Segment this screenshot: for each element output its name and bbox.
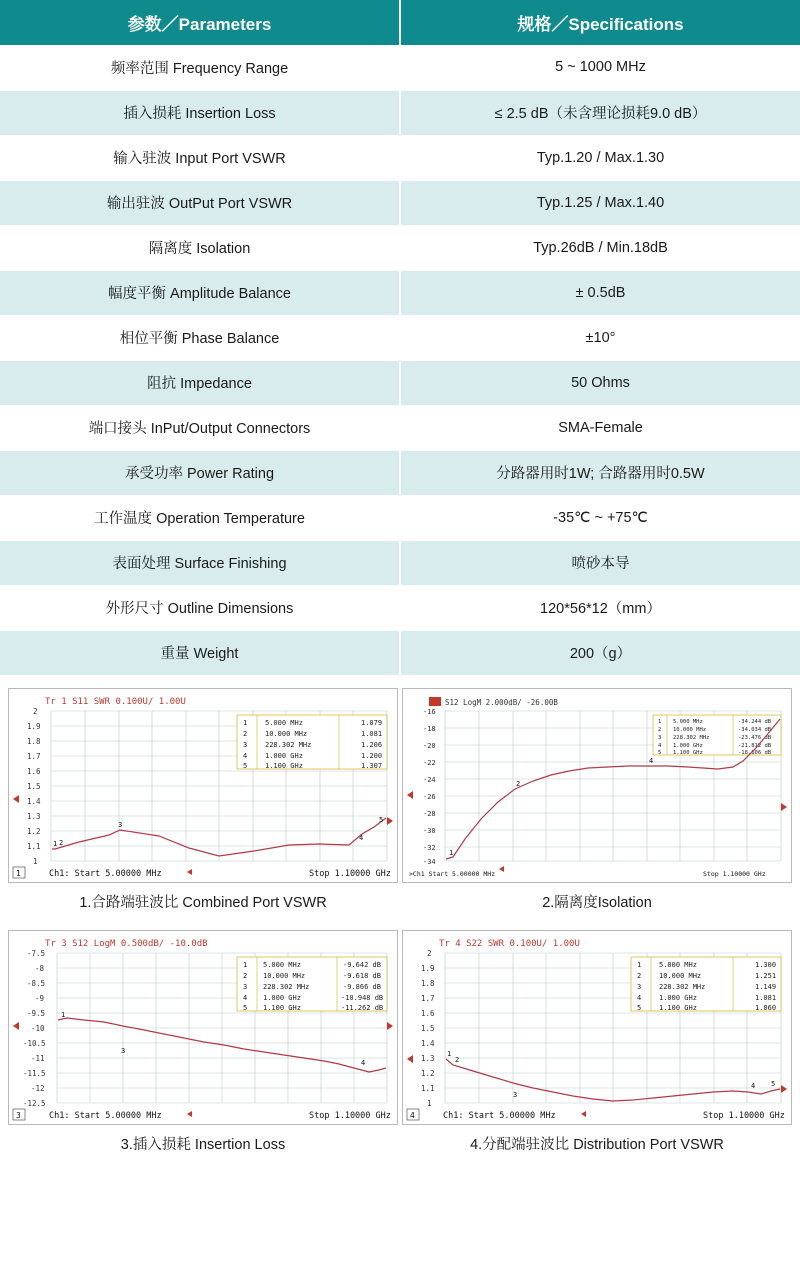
cell-specification: 200（g） [400,630,800,675]
chart-cell-1 [8,688,398,930]
svg-text:-18.606 dB: -18.606 dB [738,749,772,756]
svg-text:1.6: 1.6 [27,766,41,776]
svg-text:3: 3 [637,982,642,991]
svg-text:2: 2 [243,971,248,980]
svg-text:4: 4 [637,993,642,1002]
table-row [0,360,800,405]
svg-text:1.4: 1.4 [27,796,41,806]
svg-text:1.8: 1.8 [27,736,41,746]
chart-2-footer-left: >Ch1 Start 5.00000 MHz [409,869,496,878]
cell-parameter: 工作温度 Operation Temperature [0,495,400,540]
svg-text:5: 5 [379,815,384,824]
svg-text:-22: -22 [423,758,436,767]
svg-text:-11.5: -11.5 [23,1068,46,1078]
svg-text:1.100 GHz: 1.100 GHz [673,749,703,756]
svg-text:1.7: 1.7 [27,751,41,761]
svg-text:1: 1 [637,960,642,969]
svg-text:-10.5: -10.5 [23,1038,46,1048]
svg-text:5: 5 [243,1003,248,1012]
chart-1-trace-label: Tr 1 S11 SWR 0.100U/ 1.00U [45,696,186,707]
table-row [0,495,800,540]
svg-text:1.3: 1.3 [27,811,41,821]
svg-text:1.000 GHz: 1.000 GHz [265,751,303,760]
table-row [0,135,800,180]
svg-text:-26: -26 [423,792,436,801]
svg-text:-16: -16 [423,707,436,716]
cell-specification: ≤ 2.5 dB（未含理论损耗9.0 dB） [400,90,800,135]
svg-text:-9.618 dB: -9.618 dB [343,971,381,980]
svg-text:2: 2 [59,838,64,847]
chart-3-insertion-loss [8,930,398,1125]
chart-1-footer-right: Stop 1.10000 GHz [309,868,391,879]
charts-section [0,676,800,1182]
cell-parameter: 表面处理 Surface Finishing [0,540,400,585]
chart-2-svg [403,689,791,882]
chart-4-footer-right: Stop 1.10000 GHz [703,1110,785,1121]
chart-1-channel-badge: 1 [16,868,21,878]
table-row [0,270,800,315]
chart-4-channel-badge: 4 [410,1110,415,1120]
chart-cell-4 [402,930,792,1172]
chart-4-trace-label: Tr 4 S22 SWR 0.100U/ 1.00U [439,938,580,949]
svg-text:1.1: 1.1 [421,1083,435,1093]
chart-1-svg [9,689,397,882]
svg-text:1: 1 [427,1098,432,1108]
svg-text:-28: -28 [423,809,436,818]
svg-text:-30: -30 [423,826,436,835]
svg-text:-21.812 dB: -21.812 dB [738,742,772,749]
svg-text:3: 3 [243,740,248,749]
table-row [0,225,800,270]
svg-text:1.2: 1.2 [421,1068,435,1078]
cell-specification: Typ.1.25 / Max.1.40 [400,180,800,225]
svg-text:-23.476 dB: -23.476 dB [738,734,772,741]
table-row [0,450,800,495]
svg-text:-11: -11 [31,1053,45,1063]
svg-text:1.7: 1.7 [421,993,435,1003]
svg-text:-9.642 dB: -9.642 dB [343,960,381,969]
cell-specification: 分路器用时1W; 合路器用时0.5W [400,450,800,495]
svg-text:5.000 MHz: 5.000 MHz [263,960,301,969]
svg-text:4: 4 [243,751,248,760]
svg-text:2: 2 [33,706,38,716]
svg-text:4: 4 [243,993,248,1002]
table-row [0,630,800,675]
svg-text:5: 5 [243,761,248,770]
svg-text:10.000 MHz: 10.000 MHz [673,726,707,733]
svg-text:1.9: 1.9 [421,963,435,973]
chart-cell-3 [8,930,398,1172]
cell-specification: -35℃ ~ +75℃ [400,495,800,540]
svg-text:-8.5: -8.5 [27,978,46,988]
chart-1-caption: 1.合路端驻波比 Combined Port VSWR [79,894,327,911]
svg-text:-9: -9 [35,993,45,1003]
svg-text:1.4: 1.4 [421,1038,435,1048]
svg-text:-9.866 dB: -9.866 dB [343,982,381,991]
svg-text:1.100 GHz: 1.100 GHz [263,1003,301,1012]
chart-2-caption: 2.隔离度Isolation [542,894,652,911]
svg-text:2: 2 [243,729,248,738]
svg-text:1: 1 [61,1010,66,1019]
svg-text:-24: -24 [423,775,436,784]
chart-1-marker-table [237,715,387,770]
svg-text:-10.948 dB: -10.948 dB [341,993,384,1002]
svg-text:2: 2 [637,971,642,980]
svg-text:-12: -12 [31,1083,45,1093]
svg-text:228.302 MHz: 228.302 MHz [263,982,310,991]
svg-text:-7.5: -7.5 [27,948,46,958]
svg-text:1.081: 1.081 [755,993,777,1002]
chart-cell-2 [402,688,792,930]
svg-text:4: 4 [658,742,662,749]
chart-3-channel-badge: 3 [16,1110,21,1120]
svg-text:1.6: 1.6 [421,1008,435,1018]
cell-specification: 5 ~ 1000 MHz [400,45,800,90]
svg-text:-20: -20 [423,741,436,750]
svg-text:1.5: 1.5 [27,781,41,791]
svg-text:5: 5 [658,749,662,756]
cell-specification: ±10° [400,315,800,360]
svg-text:1.5: 1.5 [421,1023,435,1033]
svg-text:-32: -32 [423,843,436,852]
svg-text:3: 3 [243,982,248,991]
svg-text:10.000 MHz: 10.000 MHz [263,971,306,980]
svg-text:228.302 MHz: 228.302 MHz [659,982,706,991]
svg-text:1.081: 1.081 [361,729,383,738]
svg-text:1: 1 [33,856,38,866]
svg-text:5.000 MHz: 5.000 MHz [265,718,303,727]
chart-2-trace-label: S12 LogM 2.000dB/ -26.00B [445,697,558,707]
cell-specification: ± 0.5dB [400,270,800,315]
svg-text:-18: -18 [423,724,436,733]
cell-parameter: 幅度平衡 Amplitude Balance [0,270,400,315]
svg-text:1.251: 1.251 [755,971,777,980]
cell-specification: 喷砂本导 [400,540,800,585]
svg-text:1.2: 1.2 [27,826,41,836]
svg-text:1: 1 [243,960,248,969]
chart-3-footer-left: Ch1: Start 5.00000 MHz [49,1110,162,1121]
chart-3-footer-right: Stop 1.10000 GHz [309,1110,391,1121]
svg-text:2: 2 [516,779,521,788]
svg-text:1.307: 1.307 [361,761,383,770]
chart-1-vswr-combined [8,688,398,883]
cell-parameter: 端口接头 InPut/Output Connectors [0,405,400,450]
svg-text:4: 4 [649,756,654,765]
svg-text:1.200: 1.200 [361,751,383,760]
cell-parameter: 频率范围 Frequency Range [0,45,400,90]
cell-parameter: 插入损耗 Insertion Loss [0,90,400,135]
svg-text:3: 3 [121,1046,126,1055]
svg-text:1: 1 [53,839,58,848]
chart-3-trace-label: Tr 3 S12 LogM 0.500dB/ -10.0dB [45,938,208,949]
cell-parameter: 重量 Weight [0,630,400,675]
cell-parameter: 阻抗 Impedance [0,360,400,405]
svg-text:1.1: 1.1 [27,841,41,851]
cell-specification: 50 Ohms [400,360,800,405]
chart-4-svg [403,931,791,1124]
table-row [0,45,800,90]
svg-text:1.3: 1.3 [421,1053,435,1063]
chart-row-bottom [8,930,792,1172]
svg-text:5: 5 [637,1003,642,1012]
cell-parameter: 输入驻波 Input Port VSWR [0,135,400,180]
svg-text:10.000 MHz: 10.000 MHz [659,971,702,980]
table-row [0,90,800,135]
svg-text:-34.034 dB: -34.034 dB [738,726,772,733]
chart-2-isolation [402,688,792,883]
cell-specification: 120*56*12（mm） [400,585,800,630]
table-row [0,180,800,225]
svg-text:1.000 GHz: 1.000 GHz [659,993,697,1002]
svg-text:2: 2 [455,1055,460,1064]
svg-text:228.302 MHz: 228.302 MHz [265,740,312,749]
cell-specification: SMA-Female [400,405,800,450]
svg-text:-12.5: -12.5 [23,1098,46,1108]
cell-parameter: 输出驻波 OutPut Port VSWR [0,180,400,225]
svg-text:1.060: 1.060 [755,1003,777,1012]
table-row [0,540,800,585]
svg-text:4: 4 [359,833,364,842]
cell-parameter: 外形尺寸 Outline Dimensions [0,585,400,630]
cell-specification: Typ.26dB / Min.18dB [400,225,800,270]
svg-text:3: 3 [658,734,662,741]
svg-text:1.300: 1.300 [755,960,777,969]
svg-text:1.149: 1.149 [755,982,777,991]
cell-parameter: 承受功率 Power Rating [0,450,400,495]
svg-text:-34.244 dB: -34.244 dB [738,718,772,725]
svg-text:-34: -34 [423,857,436,866]
svg-text:1.000 GHz: 1.000 GHz [263,993,301,1002]
chart-3-caption: 3.插入损耗 Insertion Loss [120,1136,286,1153]
svg-text:1: 1 [658,718,662,725]
table-row [0,585,800,630]
chart-4-vswr-distribution [402,930,792,1125]
cell-parameter: 相位平衡 Phase Balance [0,315,400,360]
chart-2-marker-table [653,715,781,756]
svg-text:1.100 GHz: 1.100 GHz [265,761,303,770]
svg-text:1.9: 1.9 [27,721,41,731]
svg-text:1.079: 1.079 [361,718,383,727]
svg-text:1: 1 [447,1049,452,1058]
chart-row-top [8,688,792,930]
svg-text:1.000 GHz: 1.000 GHz [673,742,703,749]
column-header-parameters: 参数／Parameters [0,0,400,45]
table-row [0,315,800,360]
cell-parameter: 隔离度 Isolation [0,225,400,270]
svg-text:2: 2 [658,726,662,733]
svg-text:-8: -8 [35,963,45,973]
svg-text:-10: -10 [31,1023,45,1033]
chart-2-footer-right: Stop 1.10000 GHz [703,869,766,878]
svg-text:1.100 GHz: 1.100 GHz [659,1003,697,1012]
svg-text:3: 3 [118,820,123,829]
svg-text:5.000 MHz: 5.000 MHz [659,960,697,969]
svg-text:10.000 MHz: 10.000 MHz [265,729,308,738]
svg-text:4: 4 [361,1058,366,1067]
column-header-specifications: 规格／Specifications [400,0,800,45]
svg-text:4: 4 [751,1081,756,1090]
table-header-row [0,0,800,45]
svg-text:1: 1 [449,848,454,857]
svg-text:3: 3 [513,1090,518,1099]
table-row [0,405,800,450]
chart-4-caption: 4.分配端驻波比 Distribution Port VSWR [470,1136,724,1153]
chart-4-footer-left: Ch1: Start 5.00000 MHz [443,1110,556,1121]
svg-text:228.302 MHz: 228.302 MHz [673,734,710,741]
svg-text:5.000 MHz: 5.000 MHz [673,718,703,725]
chart-4-marker-table [631,957,781,1012]
svg-text:1: 1 [243,718,248,727]
svg-text:2: 2 [427,948,432,958]
svg-text:-9.5: -9.5 [27,1008,46,1018]
svg-text:-11.262 dB: -11.262 dB [341,1003,384,1012]
chart-1-footer-left: Ch1: Start 5.00000 MHz [49,868,162,879]
chart-3-svg [9,931,397,1124]
svg-text:5: 5 [771,1079,776,1088]
svg-text:1.206: 1.206 [361,740,383,749]
svg-text:1.8: 1.8 [421,978,435,988]
cell-specification: Typ.1.20 / Max.1.30 [400,135,800,180]
chart-3-marker-table [237,957,387,1012]
